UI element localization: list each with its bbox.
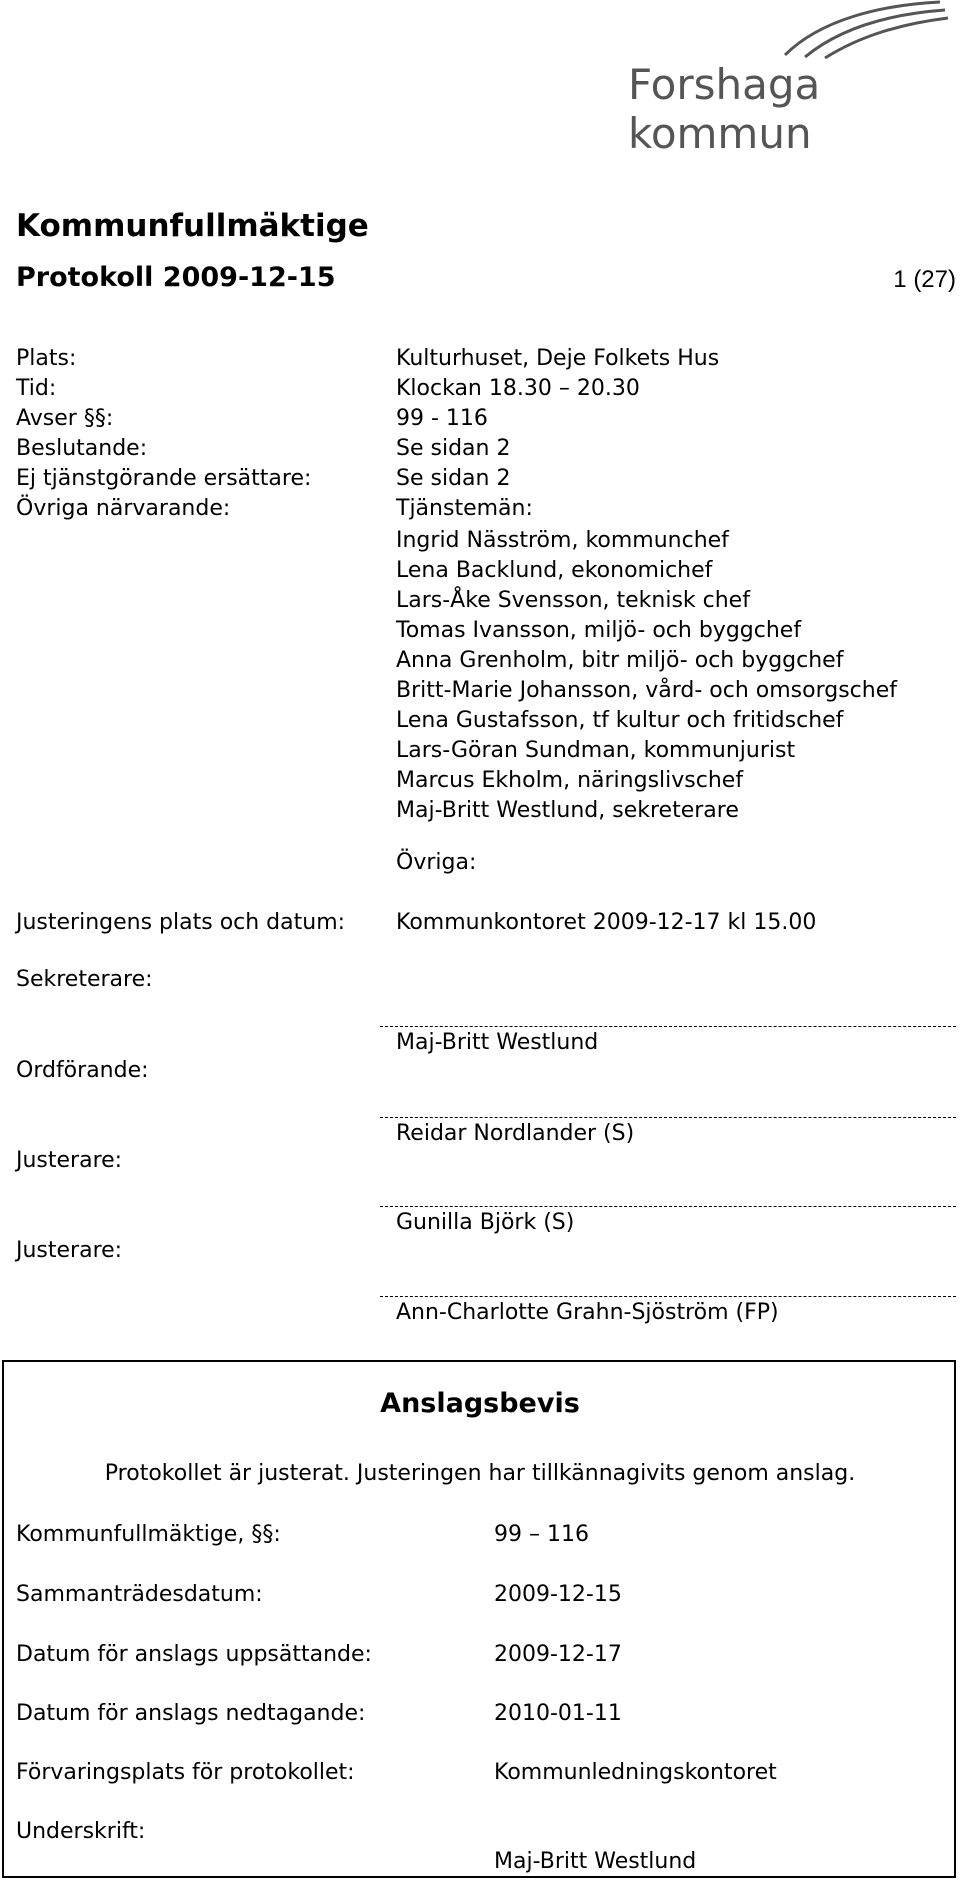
anslag-value-sammantradesdatum: 2009-12-15 [494, 1582, 622, 1607]
label-justerare-1: Justerare: [16, 1148, 123, 1173]
anslag-label-forvaringsplats: Förvaringsplats för protokollet: [16, 1760, 355, 1785]
value-tid: Klockan 18.30 – 20.30 [396, 376, 640, 401]
label-justerare-2: Justerare: [16, 1238, 123, 1263]
signature-name-justerare-2: Ann-Charlotte Grahn-Sjöström (FP) [396, 1300, 779, 1325]
list-item: Tomas Ivansson, miljö- och byggchef [396, 618, 802, 643]
list-item: Lena Gustafsson, tf kultur och fritidschef [396, 708, 844, 733]
label-justering: Justeringens plats och datum: [16, 910, 346, 935]
anslagsbevis-box [2, 1360, 956, 1878]
list-item: Marcus Ekholm, näringslivschef [396, 768, 744, 793]
signature-line [380, 1206, 956, 1207]
value-justering: Kommunkontoret 2009-12-17 kl 15.00 [396, 910, 817, 935]
label-ordforande: Ordförande: [16, 1058, 149, 1083]
label-paragrafer: Avser §§: [16, 406, 114, 431]
page-number: 1 (27) [893, 266, 956, 293]
anslag-value-uppsattande: 2009-12-17 [494, 1642, 622, 1667]
label-ovriga: Övriga: [396, 850, 477, 875]
value-tjansteman: Tjänstemän: [396, 496, 533, 521]
list-item: Britt-Marie Johansson, vård- och omsorgschef [396, 678, 897, 703]
anslag-label-underskrift: Underskrift: [16, 1819, 146, 1844]
list-item: Lars-Åke Svensson, teknisk chef [396, 588, 750, 613]
label-ovriga-narvarande: Övriga närvarande: [16, 496, 231, 521]
value-paragrafer: 99 - 116 [396, 406, 488, 431]
anslagsbevis-text: Protokollet är justerat. Justeringen har tillkännagivits genom anslag. [104, 1461, 856, 1486]
signature-name-justerare-1: Gunilla Björk (S) [396, 1210, 575, 1235]
value-plats: Kulturhuset, Deje Folkets Hus [396, 346, 720, 371]
label-tid: Tid: [16, 376, 57, 401]
anslag-signature-name: Maj-Britt Westlund [494, 1849, 697, 1874]
anslag-value-forvaringsplats: Kommunledningskontoret [494, 1760, 777, 1785]
label-plats: Plats: [16, 346, 77, 371]
label-sekreterare: Sekreterare: [16, 967, 153, 992]
signature-name-ordforande: Reidar Nordlander (S) [396, 1121, 635, 1146]
signature-line [380, 1117, 956, 1118]
anslag-value-paragrafer: 99 – 116 [494, 1522, 589, 1547]
anslag-label-nedtagande: Datum för anslags nedtagande: [16, 1701, 366, 1726]
anslag-label-paragrafer: Kommunfullmäktige, §§: [16, 1522, 281, 1547]
anslag-value-nedtagande: 2010-01-11 [494, 1701, 622, 1726]
signature-line [380, 1296, 956, 1297]
signature-line [380, 1026, 956, 1027]
label-ersattare: Ej tjänstgörande ersättare: [16, 466, 312, 491]
officials-list [396, 526, 897, 826]
logo-text: Forshaga kommun [628, 60, 821, 158]
list-item: Anna Grenholm, bitr miljö- och byggchef [396, 648, 844, 673]
list-item: Ingrid Näsström, kommunchef [396, 528, 729, 553]
logo-swoosh-icon [780, 0, 950, 60]
list-item: Lena Backlund, ekonomichef [396, 558, 713, 583]
anslag-label-sammantradesdatum: Sammanträdesdatum: [16, 1582, 263, 1607]
list-item: Lars-Göran Sundman, kommunjurist [396, 738, 796, 763]
value-ersattare: Se sidan 2 [396, 466, 511, 491]
value-beslutande: Se sidan 2 [396, 436, 511, 461]
protocol-subtitle: Protokoll 2009-12-15 [16, 262, 336, 293]
municipality-logo [310, 0, 821, 158]
label-beslutande: Beslutande: [16, 436, 148, 461]
list-item: Maj-Britt Westlund, sekreterare [396, 798, 739, 823]
anslagsbevis-title: Anslagsbevis [380, 1388, 580, 1419]
anslag-label-uppsattande: Datum för anslags uppsättande: [16, 1642, 372, 1667]
page-title: Kommunfullmäktige [16, 208, 369, 244]
signature-name-sekreterare: Maj-Britt Westlund [396, 1030, 599, 1055]
